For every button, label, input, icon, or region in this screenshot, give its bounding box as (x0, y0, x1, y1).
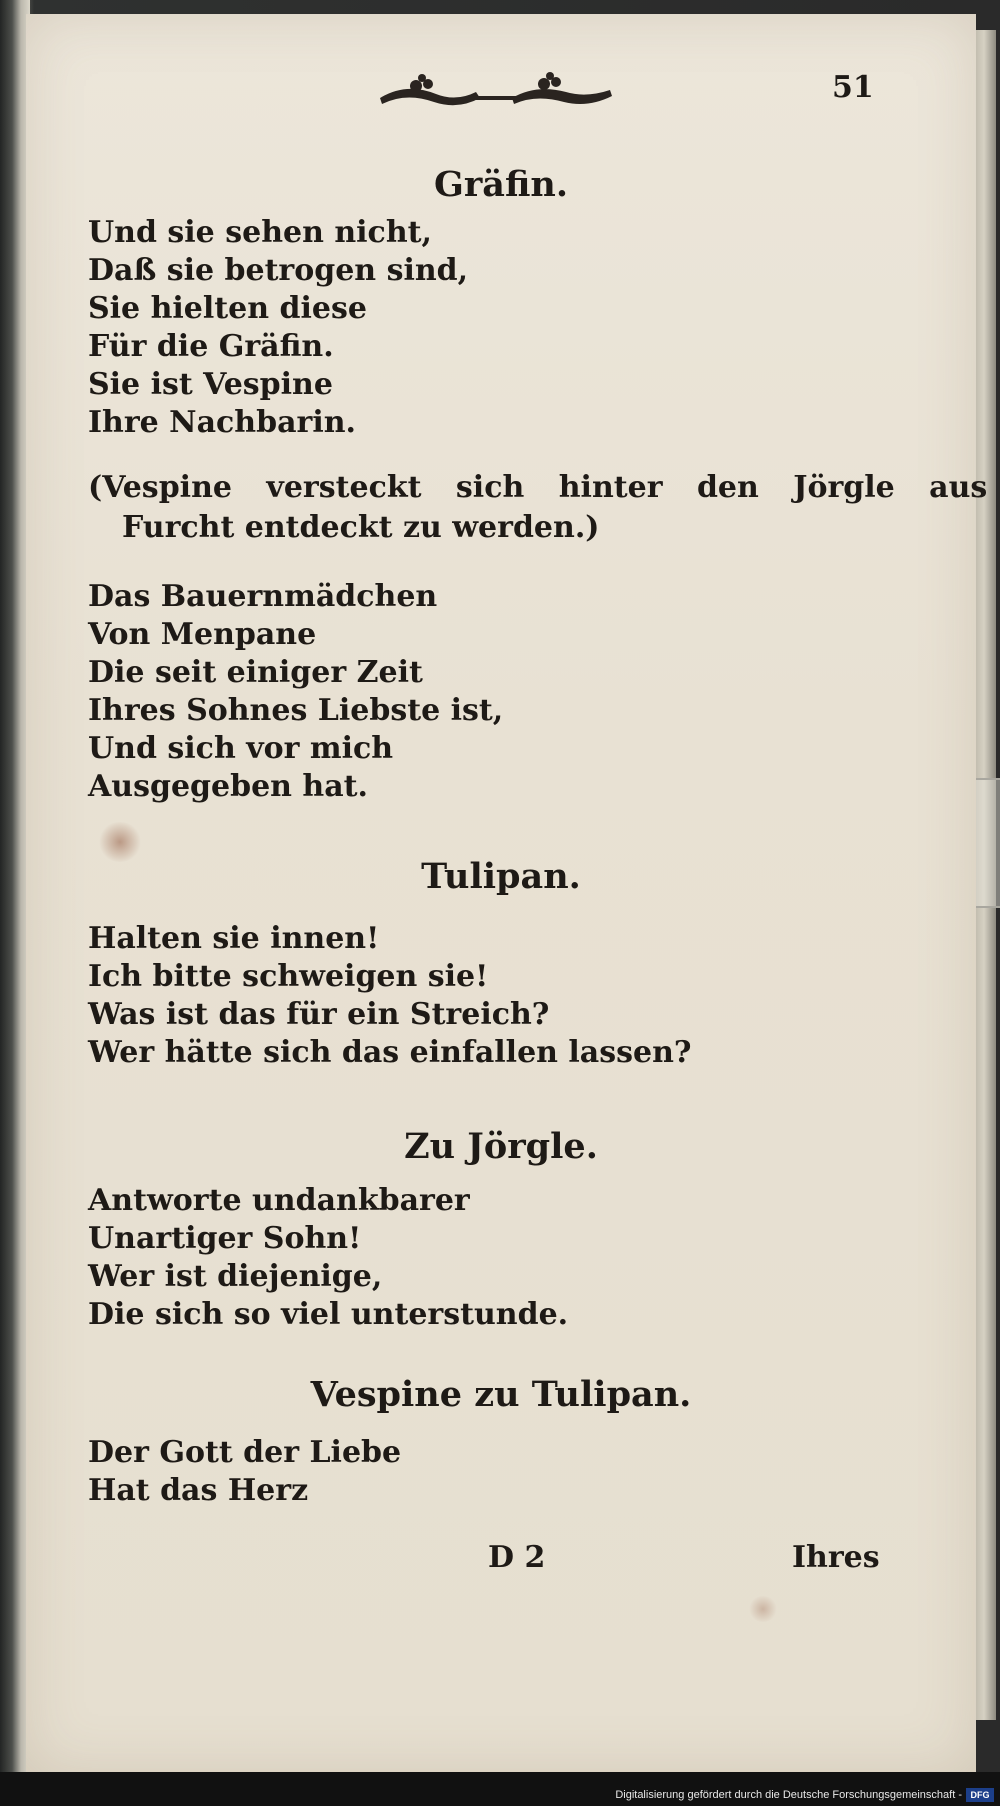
verse-line: Daß sie betrogen sind, (88, 253, 469, 288)
verse-line: Wer ist diejenige, (88, 1259, 383, 1294)
verse-line: Wer hätte sich das einfallen lassen? (88, 1035, 692, 1070)
dfg-logo: DFG (966, 1788, 994, 1802)
book-page (26, 14, 988, 1774)
speaker-heading: Tulipan. (421, 856, 581, 897)
speaker-heading: Vespine zu Tulipan. (310, 1374, 692, 1415)
digitization-credit: Digitalisierung gefördert durch die Deutsche Forschungsgemeinschaft - (615, 1789, 962, 1801)
verse-line: Hat das Herz (88, 1473, 309, 1508)
speaker-heading: Zu Jörgle. (404, 1126, 598, 1167)
verse-line: Sie ist Vespine (88, 367, 333, 402)
verse-line: Was ist das für ein Streich? (88, 997, 550, 1032)
verse-line: Der Gott der Liebe (88, 1435, 402, 1470)
stage-direction: (Vespine versteckt sich hinter den Jörgle aus (88, 470, 988, 505)
verse-line: Ihres Sohnes Liebste ist, (88, 693, 504, 728)
verse-line: Ich bitte schweigen sie! (88, 959, 489, 994)
verse-line: Sie hielten diese (88, 291, 367, 326)
verse-line: Die seit einiger Zeit (88, 655, 423, 690)
stage-direction: Furcht entdeckt zu werden.) (122, 510, 600, 545)
ink-stain (748, 1596, 778, 1622)
signature-mark: D 2 (488, 1540, 546, 1575)
page-number: 51 (832, 70, 874, 105)
verse-line: Halten sie innen! (88, 921, 380, 956)
verse-line: Antworte undankbarer (88, 1183, 470, 1218)
verse-line: Das Bauernmädchen (88, 579, 438, 614)
verse-line: Von Menpane (88, 617, 317, 652)
verse-line: Unartiger Sohn! (88, 1221, 362, 1256)
verse-line: Die sich so viel unterstunde. (88, 1297, 569, 1332)
verse-line: Ihre Nachbarin. (88, 405, 356, 440)
floral-ornament-icon (376, 72, 616, 118)
verse-line: Und sich vor mich (88, 731, 394, 766)
verse-line: Für die Gräfin. (88, 329, 334, 364)
speaker-heading: Gräfin. (433, 164, 569, 205)
verse-line: Ausgegeben hat. (88, 769, 368, 804)
catchword: Ihres (792, 1540, 880, 1575)
verse-line: Und sie sehen nicht, (88, 215, 432, 250)
